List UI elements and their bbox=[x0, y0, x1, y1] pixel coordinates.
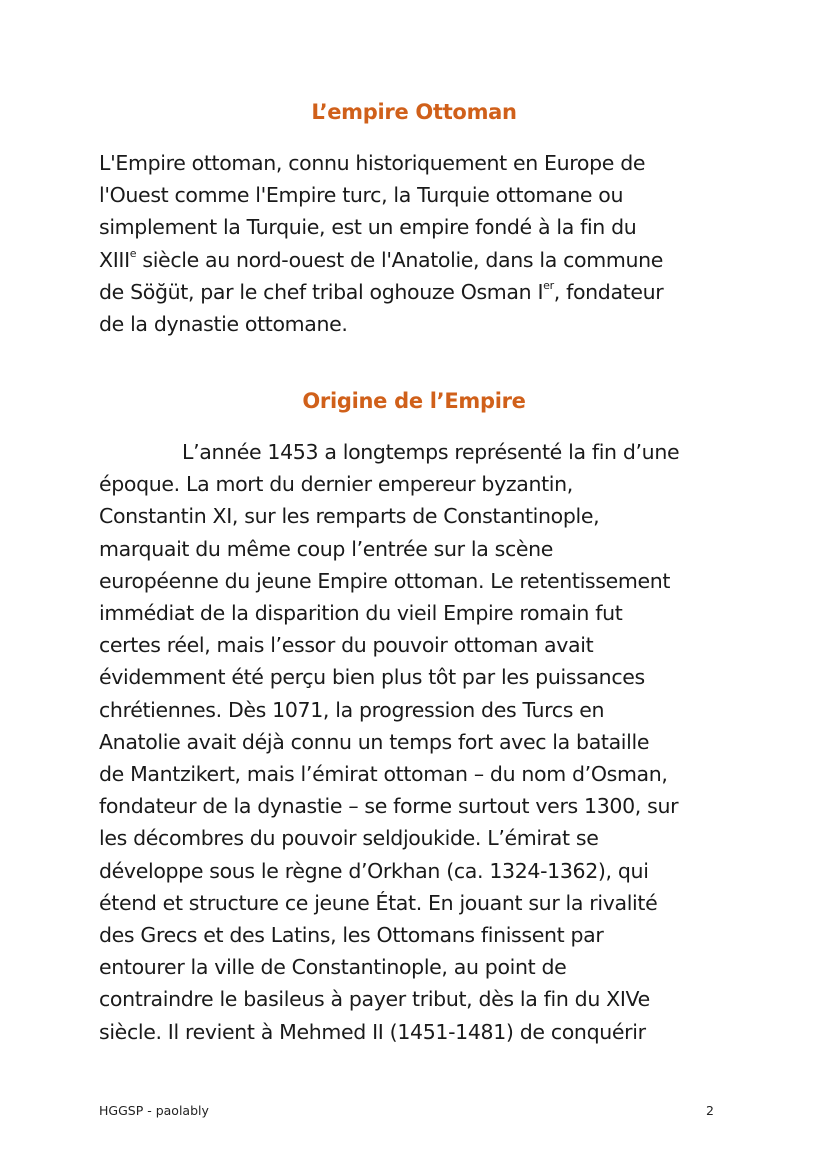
page-number: 2 bbox=[706, 1103, 714, 1118]
paragraph-line: développe sous le règne d’Orkhan (ca. 1324-1362), qui bbox=[99, 858, 649, 883]
paragraph-line: l'Ouest comme l'Empire turc, la Turquie ottomane ou bbox=[99, 183, 624, 208]
paragraph-line: de la dynastie ottomane. bbox=[99, 312, 348, 337]
paragraph-line: fondateur de la dynastie – se forme surtout vers 1300, sur bbox=[99, 794, 679, 819]
line-text: , fondateur bbox=[553, 279, 664, 304]
paragraph-line: entourer la ville de Constantinople, au point de bbox=[99, 955, 567, 980]
paragraph-line: contraindre le basileus à payer tribut, dès la fin du XIVe bbox=[99, 987, 650, 1012]
paragraph-line: simplement la Turquie, est un empire fondé à la fin du bbox=[99, 215, 637, 240]
superscript: e bbox=[129, 246, 137, 260]
paragraph-line: européenne du jeune Empire ottoman. Le retentissement bbox=[99, 568, 671, 593]
section-title-empire-ottoman: L’empire Ottoman bbox=[311, 100, 517, 124]
paragraph-line: certes réel, mais l’essor du pouvoir ottoman avait bbox=[99, 633, 594, 658]
paragraph-line bbox=[99, 276, 727, 308]
paragraph-line: évidemment été perçu bien plus tôt par les puissances bbox=[99, 665, 645, 690]
footer-author: HGGSP - paolably bbox=[99, 1103, 209, 1118]
line-text: siècle au nord-ouest de l'Anatolie, dans la commune bbox=[136, 247, 664, 272]
paragraph-line: Anatolie avait déjà connu un temps fort avec la bataille bbox=[99, 729, 650, 754]
paragraph-line: des Grecs et des Latins, les Ottomans finissent par bbox=[99, 923, 604, 948]
intro-paragraph bbox=[99, 147, 727, 340]
paragraph-line: Constantin XI, sur les remparts de Constantinople, bbox=[99, 504, 600, 529]
paragraph-line: chrétiennes. Dès 1071, la progression des Turcs en bbox=[99, 697, 605, 722]
paragraph-line: L’année 1453 a longtemps représenté la fin d’une bbox=[182, 440, 680, 464]
paragraph-line: époque. La mort du dernier empereur byzantin, bbox=[99, 472, 573, 497]
paragraph-line: L'Empire ottoman, connu historiquement en Europe de bbox=[99, 151, 646, 175]
paragraph-line: immédiat de la disparition du vieil Empire romain fut bbox=[99, 601, 623, 626]
paragraph-line bbox=[99, 244, 727, 276]
paragraph-line: marquait du même coup l’entrée sur la scène bbox=[99, 536, 554, 561]
section-title-origine: Origine de l’Empire bbox=[302, 389, 526, 413]
paragraph-line: étend et structure ce jeune État. En jouant sur la rivalité bbox=[99, 890, 658, 915]
paragraph-line: les décombres du pouvoir seldjoukide. L’émirat se bbox=[99, 826, 599, 851]
paragraph-line: de Mantzikert, mais l’émirat ottoman – du nom d’Osman, bbox=[99, 762, 668, 787]
line-text: de Söğüt, par le chef tribal oghouze Osman I bbox=[99, 279, 544, 304]
paragraph-line: siècle. Il revient à Mehmed II (1451-1481) de conquérir bbox=[99, 1019, 646, 1044]
origin-paragraph bbox=[99, 436, 727, 1048]
century-numeral: XIII bbox=[99, 247, 130, 272]
superscript: er bbox=[543, 278, 554, 292]
